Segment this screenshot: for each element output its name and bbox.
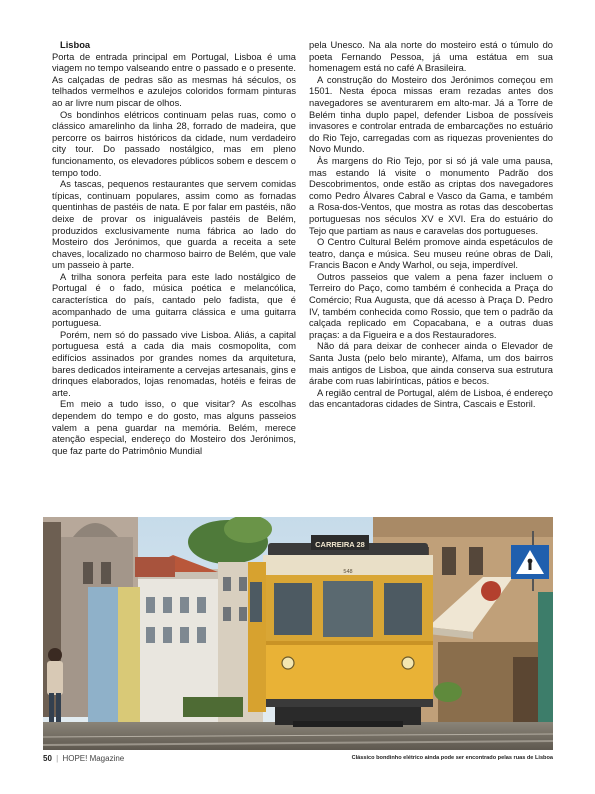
- article-columns: [52, 40, 553, 510]
- paragraph: Às margens do Rio Tejo, por si só já vale uma pausa, mas estando lá visite o monumento Padrão dos Descobrimentos, onde estão as criptas dos navegadores como Pedro Álvares Cabral e Vasco da Gama, e também a Rosa-dos-Ventos, que mostra as rotas das descobertas portuguesas nos séculos XV e XVI. Era do estuário do Tejo que partiam as naus e caravelas dos portugueses.: [309, 155, 553, 236]
- tram-photo: [43, 517, 553, 750]
- column-right: [309, 40, 553, 510]
- footer-separator: |: [56, 754, 59, 763]
- paragraph: Porta de entrada principal em Portugal, Lisboa é uma viagem no tempo valseando entre o passado e o presente. As calçadas de pedras são as mesmas há séculos, os telhados vermelhos e azulejos coloridos formam pinturas ao ar livre num piscar de olhos.: [52, 51, 296, 108]
- paragraph: As tascas, pequenos restaurantes que servem comidas típicas, continuam populares, assim como as fornadas quentinhas de pastéis de nata. E por falar em pastéis, não deixe de provar os inigualáveis pastéis de Belém, produzidos exclusivamente numa fábrica ao lado do Mosteiro dos Jerónimos, que guarda a receita a sete chaves, localizado no charmoso bairro de Belém, que vale um passeio à parte.: [52, 179, 296, 271]
- paragraph-continued: pela Unesco. Na ala norte do mosteiro está o túmulo do poeta Fernando Pessoa, já uma estátua em sua homenagem está no café A Brasileira.: [309, 40, 553, 74]
- page-footer: [43, 754, 124, 763]
- magazine-name: HOPE! Magazine: [62, 754, 125, 763]
- paragraph: A construção do Mosteiro dos Jerónimos começou em 1501. Nesta época missas eram rezadas antes dos navegadores se aventurarem em alto-mar. Já a Torre de Belém tinha duplo papel, defender Lisboa de possíveis invasores e controlar entrada de embarcações no estuário do Rio Tejo, carregadas com as riquezas provenientes do Novo Mundo.: [309, 74, 553, 155]
- paragraph: Outros passeios que valem a pena fazer incluem o Terreiro do Paço, como também é conhecida a Praça do Comércio; Rua Augusta, que dá acesso à Praça D. Pedro IV, também conhecida como Rossio, que tem o padrão da calçada replicado em Copacabana, e a outras duas praças: a da Figueira e a dos Restauradores.: [309, 271, 553, 340]
- tram-route-sign: CARREIRA 28: [315, 540, 365, 549]
- paragraph: A região central de Portugal, além de Lisboa, é endereço das encantadoras cidades de Sintra, Cascais e Estoril.: [309, 387, 553, 410]
- paragraph: A trilha sonora perfeita para este lado nostálgico de Portugal é o fado, música poética e melancólica, característica do país, cantado pelo fadista, que é acompanhado de uma guitarra clássica e uma guitarra portuguesa.: [52, 271, 296, 329]
- yellow-tram: [248, 535, 433, 727]
- tram-number: 548: [343, 569, 353, 575]
- paragraph: Os bondinhos elétricos continuam pelas ruas, como o clássico amarelinho da linha 28, forrado de madeira, que percorre os bairros históricos da cidade, num verdadeiro city tour. Do passado nostálgico, mas em pleno funcionamento, os elevadores públicos sobem e descem o tempo todo.: [52, 109, 296, 178]
- section-heading: Lisboa: [60, 40, 91, 50]
- photo-caption: Clássico bondinho elétrico ainda pode ser encontrado pelas ruas de Lisboa: [351, 755, 553, 761]
- paragraph: Porém, nem só do passado vive Lisboa. Aliás, a capital portuguesa está a cada dia mais cosmopolita, com edifícios assinados por grandes nomes da arquitetura, bares dedicados inteiramente a cervejas artesanais, gins e drinques elaborados, lojas renomadas, hotéis e feiras de arte.: [52, 329, 296, 398]
- paragraph: Em meio a tudo isso, o que visitar? As escolhas dependem do tempo e do gosto, mas alguns passeios valem a pena guardar na memória. Belém, merece atenção especial, endereço do Mosteiro dos Jerónimos, que faz parte do Patrimônio Mundial: [52, 399, 296, 456]
- page-number: 50: [43, 754, 52, 763]
- paragraph: Não dá para deixar de conhecer ainda o Elevador de Santa Justa (pelo belo mirante), Alfama, um dos bairros mais antigos de Lisboa, que ainda conserva sua estrutura árabe com ruas labirínticas, pátios e becos.: [309, 341, 553, 387]
- paragraph: O Centro Cultural Belém promove ainda espetáculos de teatro, dança e música. Seu museu reúne obras de Dali, Francis Bacon e Andy Warhol, ou seja, imperdível.: [309, 237, 553, 271]
- column-left: [52, 40, 296, 510]
